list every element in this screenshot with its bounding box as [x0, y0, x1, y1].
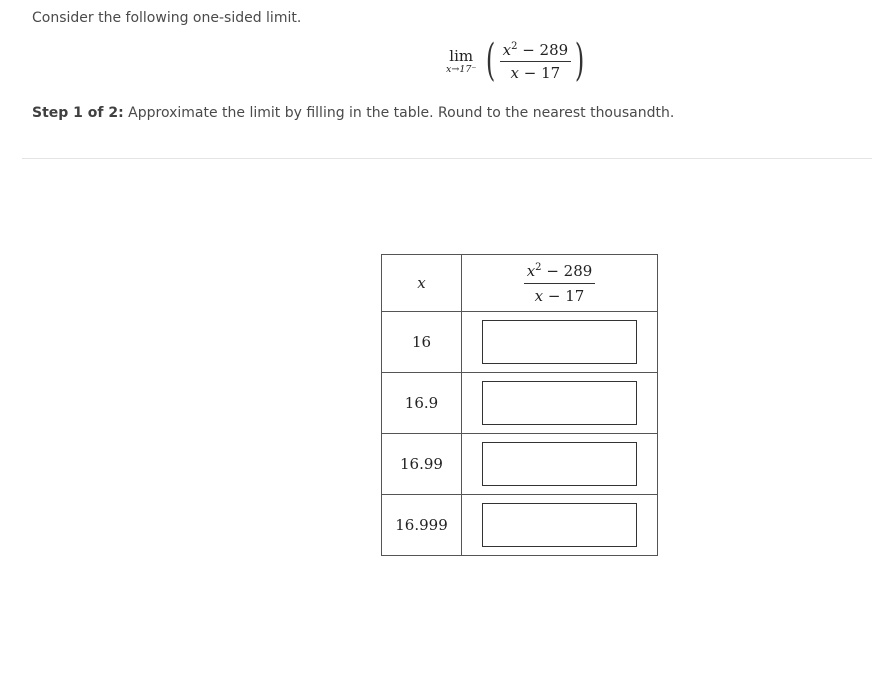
answer-input-3[interactable]: [482, 442, 637, 486]
limit-formula: [446, 36, 588, 86]
section-divider: [22, 158, 872, 159]
limit-fraction: [500, 41, 572, 82]
intro-text: Consider the following one-sided limit.: [32, 10, 302, 26]
table-row: [382, 373, 658, 434]
x-value: 16.999: [382, 495, 462, 556]
table-row: [382, 495, 658, 556]
table-row: [382, 312, 658, 373]
header-x: x: [382, 255, 462, 312]
answer-cell: [462, 434, 658, 495]
table-row: [382, 434, 658, 495]
step-text: Approximate the limit by filling in the table. Round to the nearest thousandth.: [123, 105, 675, 121]
left-paren: (: [486, 35, 496, 86]
lim-word: lim: [449, 46, 474, 65]
answer-input-1[interactable]: [482, 320, 637, 364]
lim-operator: [446, 48, 476, 75]
answer-input-4[interactable]: [482, 503, 637, 547]
header-function: [462, 255, 658, 312]
answer-cell: [462, 373, 658, 434]
x-value: 16.9: [382, 373, 462, 434]
answer-input-2[interactable]: [482, 381, 637, 425]
step-instruction: [32, 105, 674, 121]
lim-subscript: x→17⁻: [446, 63, 477, 75]
step-label: Step 1 of 2:: [32, 105, 124, 121]
answer-cell: [462, 312, 658, 373]
fraction-denominator: x − 17: [510, 63, 561, 82]
x-value: 16: [382, 312, 462, 373]
x-value: 16.99: [382, 434, 462, 495]
fraction-numerator: $x^2 - 289$: [500, 41, 572, 62]
table-header-row: [382, 255, 658, 312]
limit-table: [381, 254, 658, 556]
right-paren: ): [575, 35, 585, 86]
header-fraction: $\frac{x^2 - 289}{x - 17}$: [524, 262, 596, 305]
answer-cell: [462, 495, 658, 556]
